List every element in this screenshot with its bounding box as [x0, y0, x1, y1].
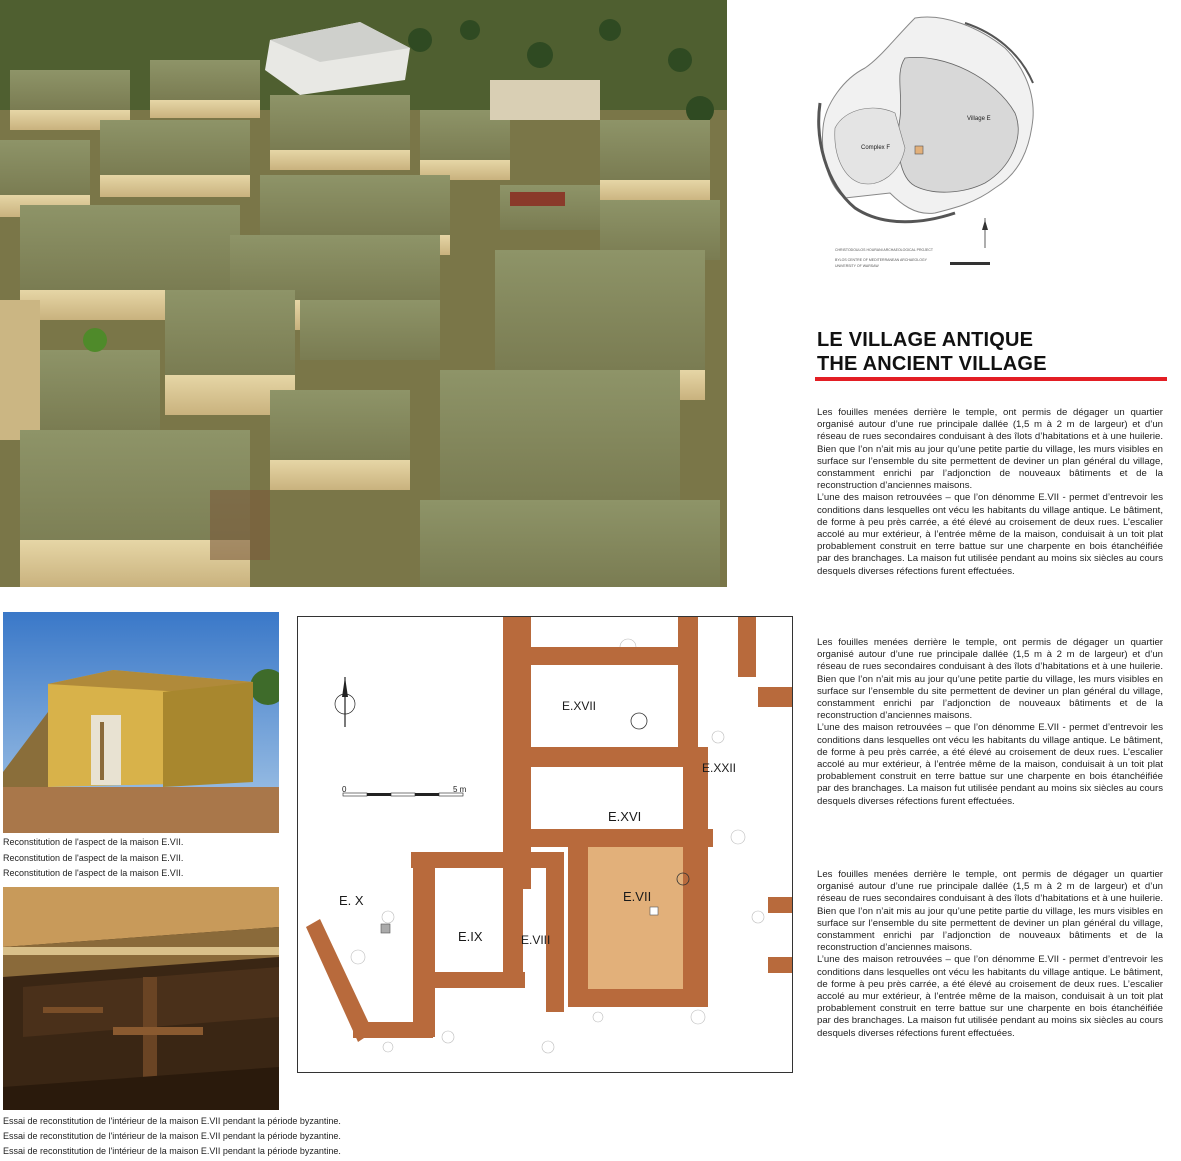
- exterior-caption-1: Reconstitution de l'aspect de la maison E.VII.: [3, 837, 184, 847]
- house-exterior-render: [3, 612, 279, 833]
- title-english: THE ANCIENT VILLAGE: [817, 353, 1047, 375]
- paragraph-house-e7: L’une des maison retrouvées – que l’on dénomme E.VII - permet d’entrevoir les conditions dans lesquelles ont vécu les habitants du village antique. Le bâtiment, de forme à peu près carrée, a été élevé au croisement de deux rues. L’escalier accolé au mur extérieur, à l’entrée même de la maison, conduisait à un toit plat probablement construit en terre battue sur une charpente en bois étanchéifiée par des branchages. La maison fut utilisée pendant au moins six siècles au cours desquels diverses réfections furent effectuées.: [817, 492, 1163, 577]
- site-plan-credit-1: CHRISTODOULOS HOURANI ARCHAEOLOGICAL PROJECT: [835, 248, 934, 252]
- room-label-e10: E. X: [339, 893, 364, 908]
- house-interior-render: [3, 887, 279, 1110]
- site-plan-map: [805, 8, 1045, 273]
- title-underline: [815, 377, 1167, 381]
- exterior-caption-3: Reconstitution de l'aspect de la maison E.VII.: [3, 868, 184, 878]
- room-label-e16: E.XVI: [608, 809, 642, 824]
- text-block-3: [817, 869, 1163, 1040]
- room-label-e8: E.VIII: [521, 933, 551, 947]
- paragraph-excavations: Les fouilles menées derrière le temple, ont permis de dégager un quartier organisé autour d’une rue principale dallée (1,5 m à 2 m de largeur) et d’un réseau de rues secondaires conduisant à des îlots d’habitations et à une huilerie. Bien que l’on n’ait mis au jour qu’une petite partie du village, les murs visibles en surface sur l’ensemble du site permettent de deviner un plan général du village, constamment enrichi par l’adjonction de nouveaux bâtiments et de la reconstruction d’anciennes maisons.: [817, 869, 1163, 954]
- interior-caption-1: Essai de reconstitution de l'intérieur de la maison E.VII pendant la période byzantine.: [3, 1116, 341, 1126]
- room-label-e17: E.XVII: [562, 699, 597, 713]
- paragraph-excavations: Les fouilles menées derrière le temple, ont permis de dégager un quartier organisé autour d’une rue principale dallée (1,5 m à 2 m de largeur) et d’un réseau de rues secondaires conduisant à des îlots d’habitations et à une huilerie. Bien que l’on n’ait mis au jour qu’une petite partie du village, les murs visibles en surface sur l’ensemble du site permettent de deviner un plan général du village, constamment enrichi par l’adjonction de nouveaux bâtiments et de la reconstruction d’anciennes maisons.: [817, 637, 1163, 722]
- room-label-e22: E.XXII: [702, 761, 737, 775]
- interior-caption-3: Essai de reconstitution de l'intérieur de la maison E.VII pendant la période byzantine.: [3, 1146, 341, 1156]
- text-block-2: [817, 637, 1163, 808]
- paragraph-house-e7: L’une des maison retrouvées – que l’on dénomme E.VII - permet d’entrevoir les conditions dans lesquelles ont vécu les habitants du village antique. Le bâtiment, de forme à peu près carrée, a été élevé au croisement de deux rues. L’escalier accolé au mur extérieur, à l’entrée même de la maison, conduisait à un toit plat probablement construit en terre battue sur une charpente en bois étanchéifiée par des branchages. La maison fut utilisée pendant au moins six siècles au cours desquels diverses réfections furent effectuées.: [817, 954, 1163, 1039]
- house-floor-plan: [297, 616, 793, 1073]
- site-plan-credit-2: BYLOS CENTRE OF MEDITERRANEAN ARCHAEOLOGY: [835, 258, 927, 262]
- interior-caption-2: Essai de reconstitution de l'intérieur de la maison E.VII pendant la période byzantine.: [3, 1131, 341, 1141]
- scale-end-label: 5 m: [453, 785, 467, 794]
- room-label-e7: E.VII: [623, 889, 652, 904]
- title-french: LE VILLAGE ANTIQUE: [817, 329, 1034, 351]
- village-e-label: Village E: [967, 116, 991, 122]
- room-label-e9: E.IX: [458, 929, 483, 944]
- aerial-view-render: [0, 0, 727, 587]
- exterior-caption-2: Reconstitution de l'aspect de la maison E.VII.: [3, 853, 184, 863]
- complex-f-label: Complex F: [861, 145, 891, 151]
- page-title: [817, 328, 1047, 376]
- scale-start-label: 0: [342, 785, 347, 794]
- paragraph-excavations: Les fouilles menées derrière le temple, ont permis de dégager un quartier organisé autour d’une rue principale dallée (1,5 m à 2 m de largeur) et d’un réseau de rues secondaires conduisant à des îlots d’habitations et à une huilerie. Bien que l’on n’ait mis au jour qu’une petite partie du village, les murs visibles en surface sur l’ensemble du site permettent de deviner un plan général du village, constamment enrichi par l’adjonction de nouveaux bâtiments et de la reconstruction d’anciennes maisons.: [817, 407, 1163, 492]
- site-plan-credit-3: UNIVERSITY OF WARSAW: [835, 264, 879, 268]
- paragraph-house-e7: L’une des maison retrouvées – que l’on dénomme E.VII - permet d’entrevoir les conditions dans lesquelles ont vécu les habitants du village antique. Le bâtiment, de forme à peu près carrée, a été élevé au croisement de deux rues. L’escalier accolé au mur extérieur, à l’entrée même de la maison, conduisait à un toit plat probablement construit en terre battue sur une charpente en bois étanchéifiée par des branchages. La maison fut utilisée pendant au moins six siècles au cours desquels diverses réfections furent effectuées.: [817, 722, 1163, 807]
- text-block-1: [817, 407, 1163, 578]
